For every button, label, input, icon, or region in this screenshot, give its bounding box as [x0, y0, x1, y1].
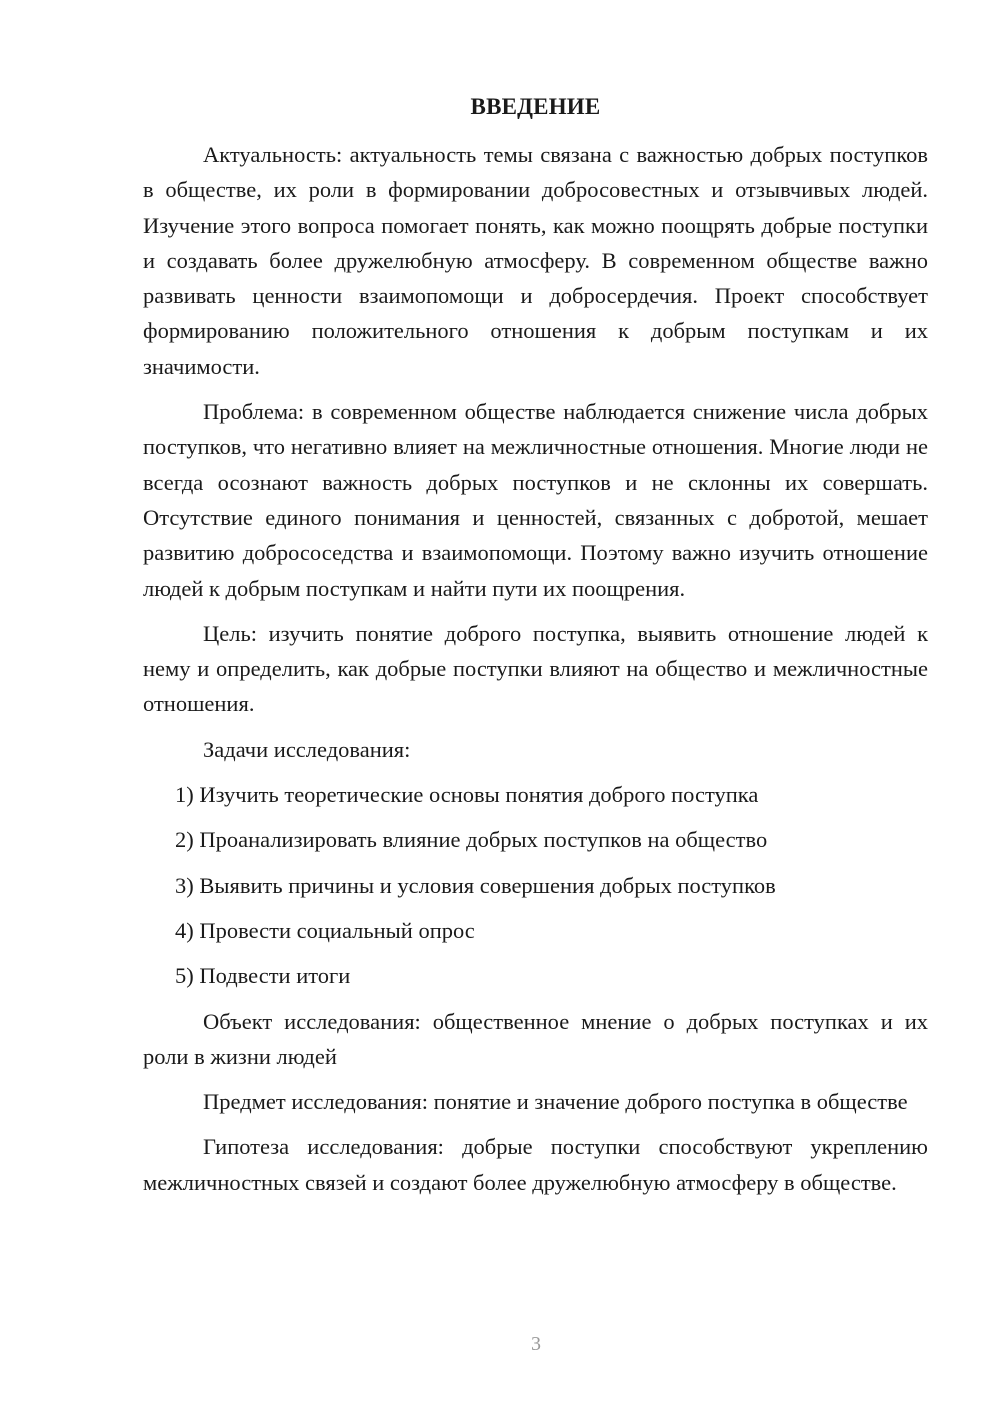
subject-paragraph: Предмет исследования: понятие и значение доброго поступка в обществе: [203, 1089, 908, 1115]
task-item-2: 2) Проанализировать влияние добрых поступков на общество: [175, 827, 768, 853]
task-item-1: 1) Изучить теоретические основы понятия доброго поступка: [175, 782, 759, 808]
task-item-5: 5) Подвести итоги: [175, 963, 351, 989]
task-item-4: 4) Провести социальный опрос: [175, 917, 475, 943]
page-number: 3: [531, 1333, 541, 1355]
relevance-paragraph: Актуальность: актуальность темы связана с важностью добрых поступков в обществе, их роли в формировании добросовестных и отзывчивых людей. Изучение этого вопроса помогает понять, как можно поощрять добрые поступки и создавать более дружелюбную атмосферу. В современном обществе важно развивать ценности взаимопомощи и добросердечия. Проект способствует формированию положительного отношения к добрым поступкам и их значимости.: [143, 142, 928, 379]
problem-paragraph: Проблема: в современном обществе наблюдается снижение числа добрых поступков, что негативно влияет на межличностные отношения. Многие люди не всегда осознают важность добрых поступков и не склонны их совершать. Отсутствие единого понимания и ценностей, связанных с добротой, мешает развитию добрососедства и взаимопомощи. Поэтому важно изучить отношение людей к добрым поступкам и найти пути их поощрения.: [143, 399, 928, 601]
document-title: ВВЕДЕНИЕ: [470, 94, 601, 119]
document-page: [143, 92, 928, 1210]
goal-paragraph: Цель: изучить понятие доброго поступка, выявить отношение людей к нему и определить, как добрые поступки влияют на общество и межличностные отношения.: [143, 620, 928, 717]
tasks-heading: Задачи исследования:: [203, 736, 411, 762]
task-item-3: 3) Выявить причины и условия совершения добрых поступков: [175, 872, 776, 898]
object-paragraph: Объект исследования: общественное мнение о добрых поступках и их роли в жизни людей: [143, 1008, 928, 1069]
tasks-list: [143, 777, 928, 993]
hypothesis-paragraph: Гипотеза исследования: добрые поступки способствуют укреплению межличностных связей и создают более дружелюбную атмосферу в обществе.: [143, 1134, 928, 1195]
